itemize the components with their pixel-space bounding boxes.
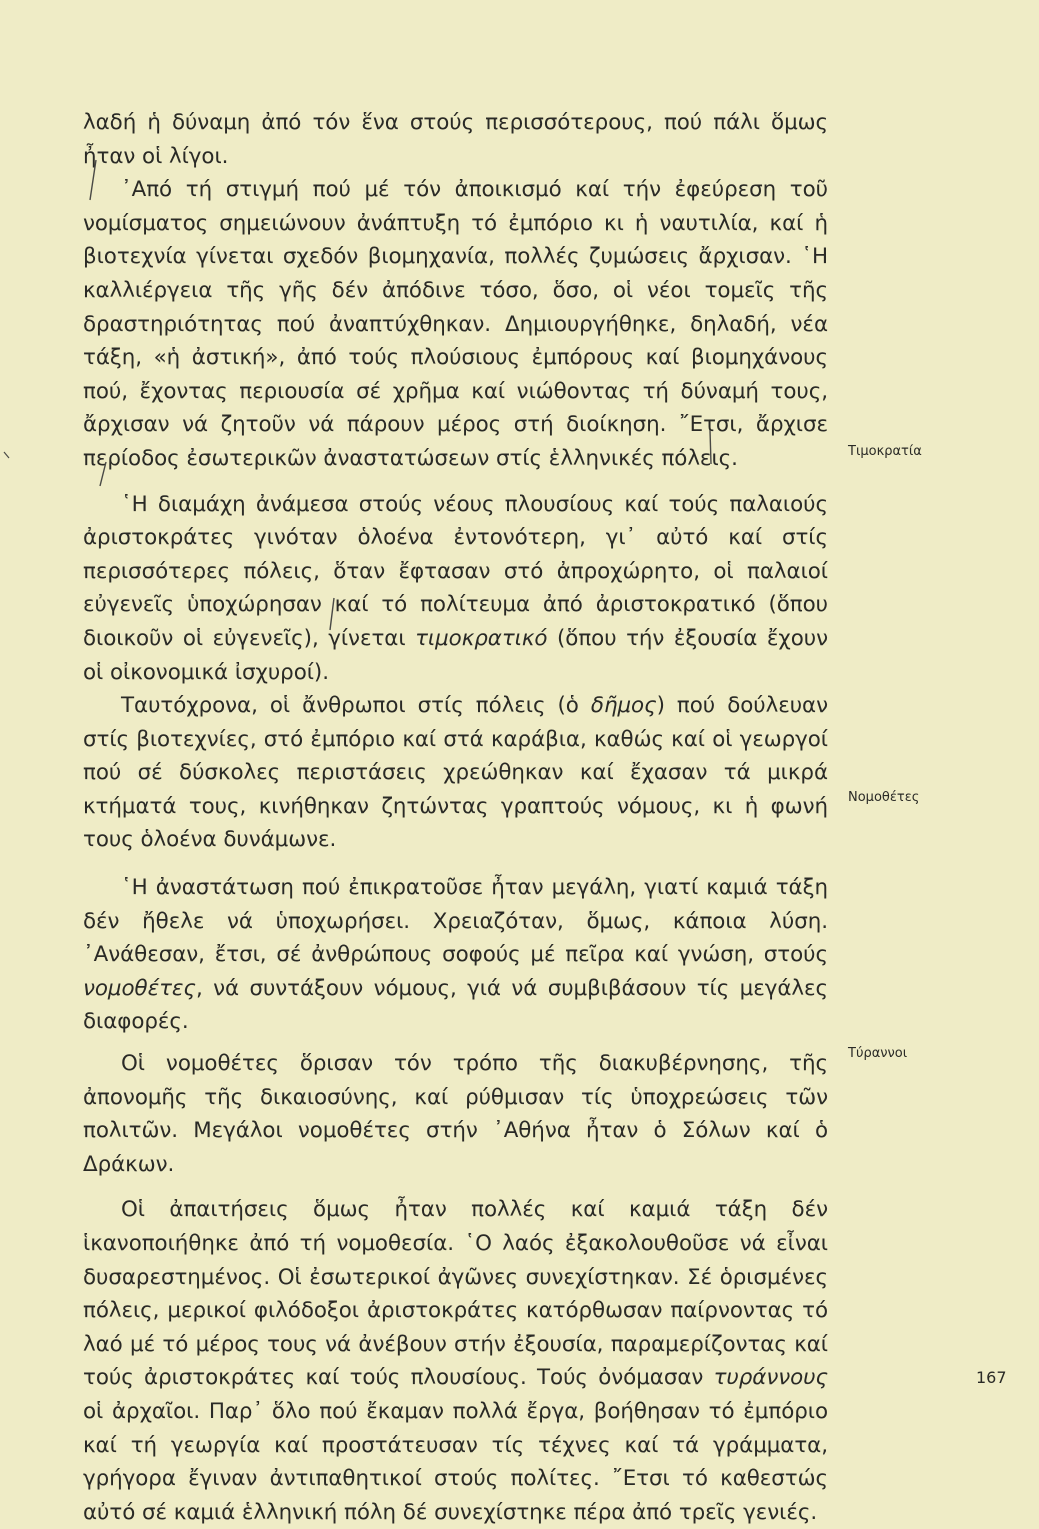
- margin-note-tyrants: Τύραννοι: [848, 1046, 908, 1061]
- margin-note-timocracy: Τιμοκρατία: [848, 444, 922, 459]
- term-tyrants: τυράννους: [713, 1365, 828, 1391]
- body-text: [83, 106, 828, 1529]
- margin-note-lawgivers: Νομοθέτες: [848, 790, 920, 805]
- paragraph-6: Οἱ νομοθέτες ὅρισαν τόν τρόπο τῆς διακυβέρνησης, τῆς ἀπονομῆς τῆς δικαιοσύνης, καί ρύθμισαν τίς ὑποχρεώσεις τῶν πολιτῶν. Μεγάλοι νομοθέτες στήν ᾿Αθήνα ἦταν ὁ Σόλων καί ὁ Δράκων.: [83, 1051, 828, 1177]
- paragraph-2: ᾿Από τή στιγμή πού μέ τόν ἀποικισμό καί τήν ἐφεύρεση τοῦ νομίσματος σημειώνουν ἀνάπτυξη τό ἐμπόριο κι ἡ ναυτιλία, καί ἡ βιοτεχνία γίνεται σχεδόν βιομηχανία, πολλές ζυμώσεις ἄρχισαν. ῾Η καλλιέργεια τῆς γῆς δέν ἀπόδινε τόσο, ὅσο, οἱ νέοι τομεῖς τῆς δραστηριότητας πού ἀναπτύχθηκαν. Δημιουργήθηκε, δηλαδή, νέα τάξη, «ἡ ἀστική», ἀπό τούς πλούσιους ἐμπόρους καί βιομηχάνους πού, ἔχοντας περιουσία σέ χρῆμα καί νιώθοντας τή δύναμή τους, ἄρχισαν νά ζητοῦν νά πάρουν μέρος στή διοίκηση. ῎Ετσι, ἄρχισε περίοδος ἐσωτερικῶν ἀναστατώσεων στίς ἑλληνικές πόλεις.: [83, 177, 828, 471]
- paragraph-5: ῾Η ἀναστάτωση πού ἐπικρατοῦσε ἦταν μεγάλη, γιατί καμιά τάξη δέν ἤθελε νά ὑποχωρήσει. Χρειαζόταν, ὅμως, κάποια λύση. ᾿Ανάθεσαν, ἔτσι, σέ ἀνθρώπους σοφούς μέ πεῖρα καί γνώση, στούς νομοθέτες, νά συντάξουν νόμους, γιά νά συμβιβάσουν τίς μεγάλες διαφορές.: [83, 875, 828, 1035]
- paragraph-1: λαδή ἡ δύναμη ἀπό τόν ἕνα στούς περισσότερους, πού πάλι ὅμως ἦταν οἱ λίγοι.: [83, 110, 828, 169]
- term-demos: δῆμος: [590, 693, 657, 719]
- paragraph-7: Οἱ ἀπαιτήσεις ὅμως ἦταν πολλές καί καμιά τάξη δέν ἱκανοποιήθηκε ἀπό τή νομοθεσία. ῾Ο λαός ἐξακολουθοῦσε νά εἶναι δυσαρεστημένος. Οἱ ἐσωτερικοί ἀγῶνες συνεχίστηκαν. Σέ ὁρισμένες πόλεις, μερικοί φιλόδοξοι ἀριστοκράτες κατόρθωσαν παίρνοντας τό λαό μέ τό μέρος τους νά ἀνέβουν στήν ἐξουσία, παραμερίζοντας καί τούς ἀριστοκράτες καί τούς πλουσίους. Τούς ὀνόμασαν τυράννους οἱ ἀρχαῖοι. Παρ᾿ ὅλο πού ἔκαμαν πολλά ἔργα, βοήθησαν τό ἐμπόριο καί τή γεωργία καί προστάτευσαν τίς τέχνες καί τά γράμματα, γρήγορα ἔγιναν ἀντιπαθητικοί στούς πολίτες. ῎Ετσι τό καθεστώς αὐτό σέ καμιά ἑλληνική πόλη δέ συνεχίστηκε πέρα ἀπό τρεῖς γενιές.: [83, 1197, 828, 1525]
- paragraph-3: ῾Η διαμάχη ἀνάμεσα στούς νέους πλουσίους καί τούς παλαιούς ἀριστοκράτες γινόταν ὁλοένα ἐντονότερη, γι᾿ αὐτό καί στίς περισσότερες πόλεις, ὅταν ἔφτασαν στό ἀπροχώρητο, οἱ παλαιοί εὐγενεῖς ὑποχώρησαν καί τό πολίτευμα ἀπό ἀριστοκρατικό (ὅπου διοικοῦν οἱ εὐγενεῖς), γίνεται τιμοκρατικό (ὅπου τήν ἐξουσία ἔχουν οἱ οἰκονομικά ἰσχυροί).: [83, 491, 828, 685]
- margin-tick: [4, 452, 9, 458]
- term-timocratic: τιμοκρατικό: [415, 625, 548, 651]
- paragraph-4: Ταυτόχρονα, οἱ ἄνθρωποι στίς πόλεις (ὁ δῆμος) πού δούλευαν στίς βιοτεχνίες, στό ἐμπόριο καί στά καράβια, καθώς καί οἱ γεωργοί πού σέ δύσκολες περιστάσεις χρεώθηκαν καί ἔχασαν τά μικρά κτήματά τους, κινήθηκαν ζητώντας γραπτούς νόμους, κι ἡ φωνή τους ὁλοένα δυνάμωνε.: [83, 693, 828, 853]
- term-lawgivers: νομοθέτες: [83, 975, 196, 1001]
- page-number: 167: [976, 1368, 1007, 1387]
